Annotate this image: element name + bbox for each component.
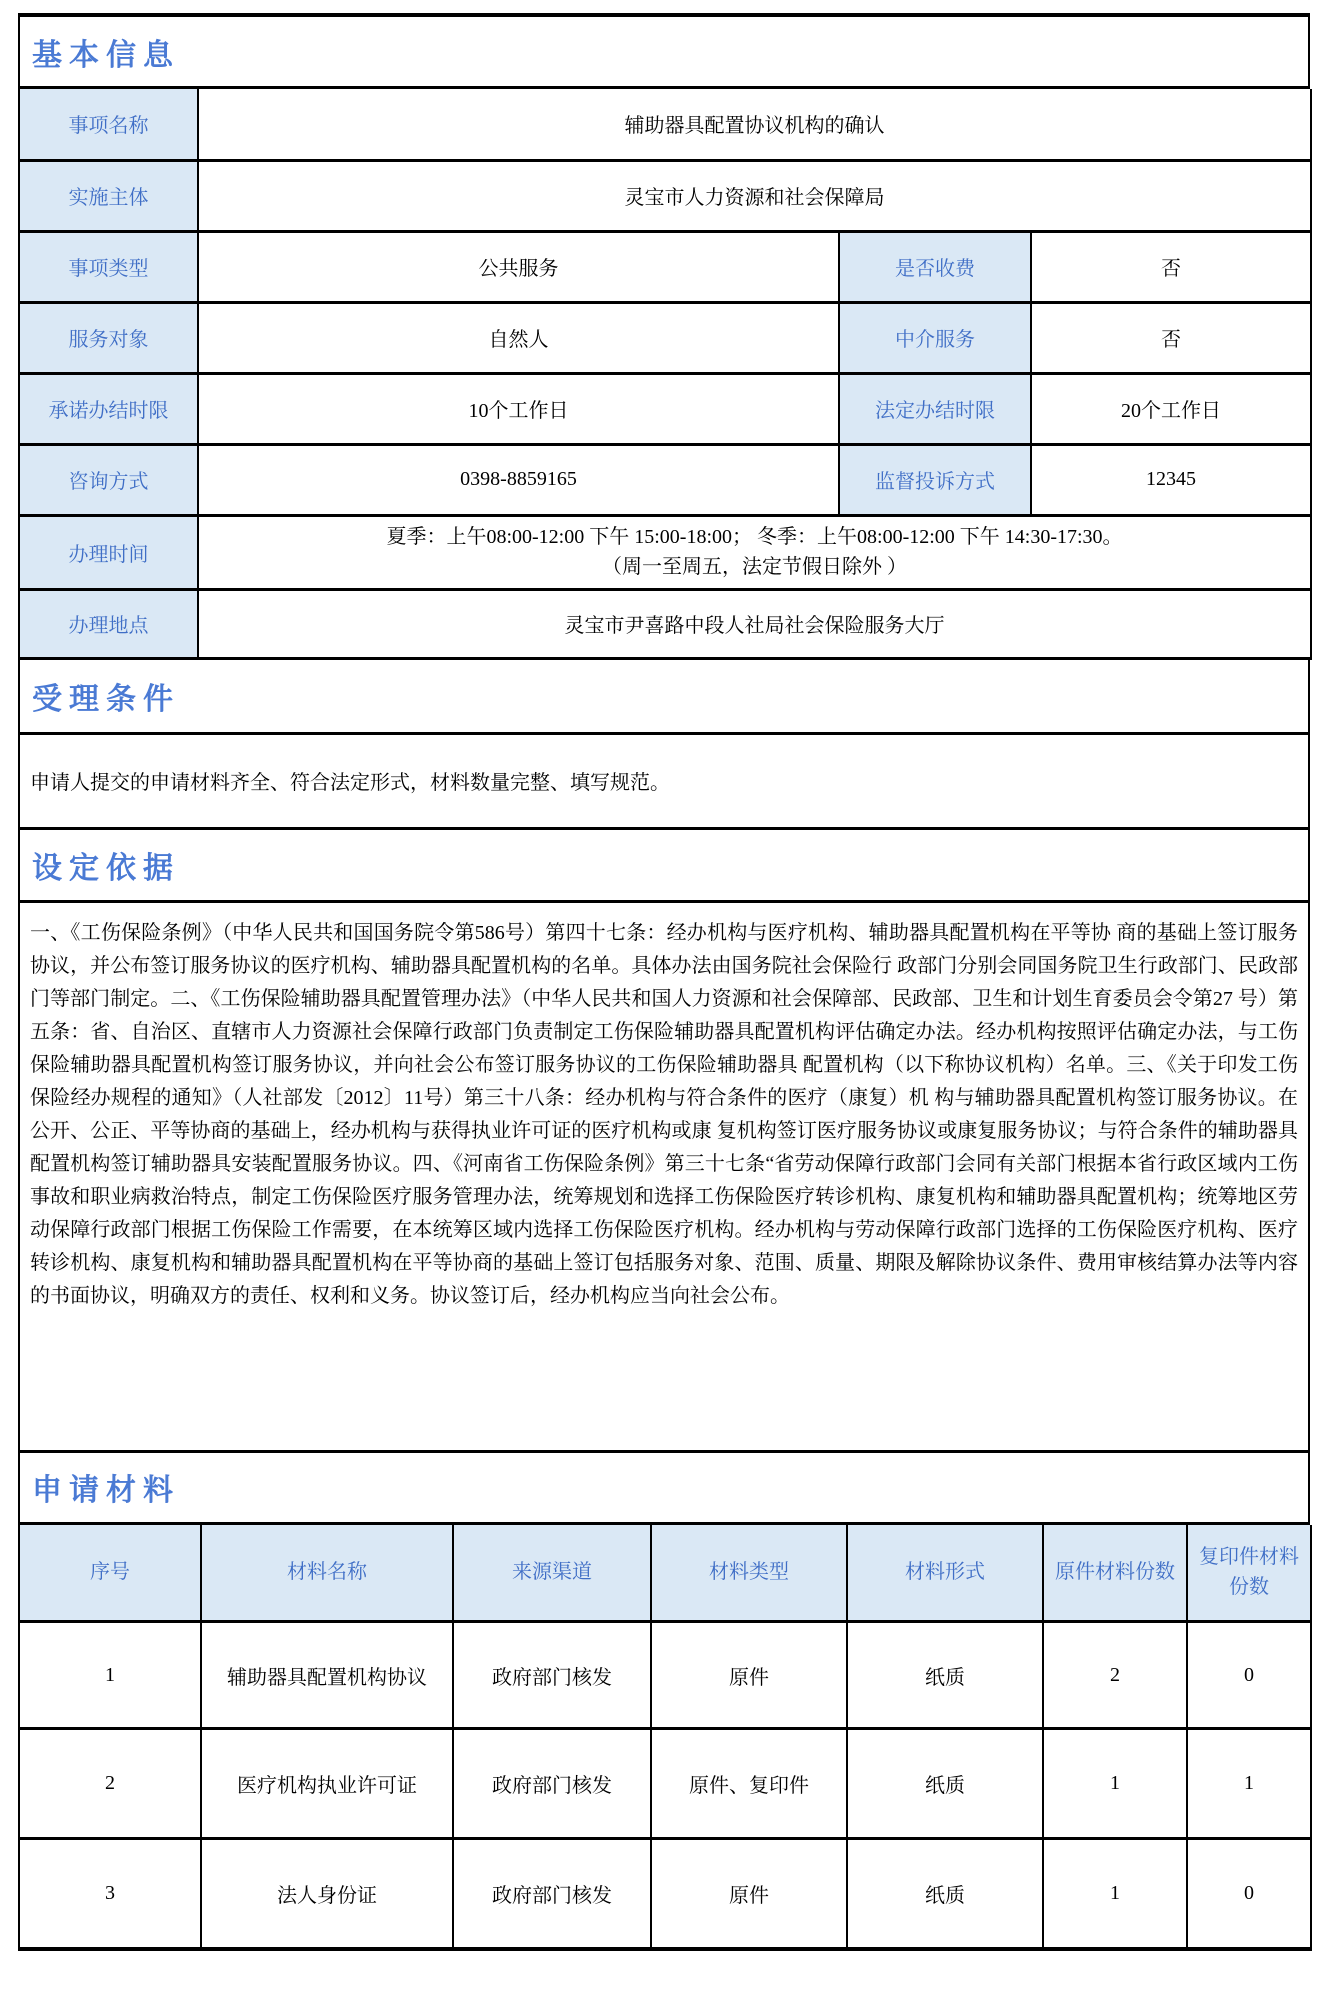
table-row: [19, 589, 1311, 658]
material-source: 政府部门核发: [453, 1729, 651, 1839]
field-label-complaint-hotline: 监督投诉方式: [839, 444, 1031, 515]
field-label-consultation-phone: 咨询方式: [19, 444, 198, 515]
column-header-original-copies: 原件材料份数: [1043, 1525, 1187, 1622]
column-header-material-type: 材料类型: [651, 1525, 847, 1622]
field-label-promised-time-limit: 承诺办结时限: [19, 373, 198, 444]
section-title-basic-info: [18, 13, 1310, 89]
table-row: [19, 515, 1311, 589]
table-row: [19, 302, 1311, 373]
field-value-service-target: 自然人: [198, 302, 839, 373]
material-copies: 0: [1187, 1839, 1311, 1949]
material-form: 纸质: [847, 1622, 1043, 1729]
table-row: [19, 1729, 1311, 1839]
field-value-fee-charged: 否: [1031, 231, 1311, 302]
section-title-application-materials-label: 申请材料: [32, 1474, 180, 1507]
material-originals: 1: [1043, 1729, 1187, 1839]
field-label-service-target: 服务对象: [19, 302, 198, 373]
field-value-service-hours: [198, 515, 1311, 589]
material-name: 法人身份证: [201, 1839, 453, 1949]
material-form: 纸质: [847, 1839, 1043, 1949]
table-row: [19, 89, 1311, 160]
column-header-material-name: 材料名称: [201, 1525, 453, 1622]
material-type: 原件、复印件: [651, 1729, 847, 1839]
material-source: 政府部门核发: [453, 1839, 651, 1949]
field-value-complaint-hotline: 12345: [1031, 444, 1311, 515]
table-row: [19, 444, 1311, 515]
acceptance-conditions-text: [18, 735, 1310, 830]
material-copies: 0: [1187, 1622, 1311, 1729]
field-value-implementing-body: 灵宝市人力资源和社会保障局: [198, 160, 1311, 231]
service-hours-line-1: 夏季：上午08:00-12:00 下午 15:00-18:00； 冬季：上午08:00-12:00 下午 14:30-17:30。: [386, 526, 1123, 548]
material-seq: 2: [19, 1729, 201, 1839]
material-seq: 1: [19, 1622, 201, 1729]
application-materials-table: [18, 1525, 1312, 1951]
service-info-page: [0, 13, 1328, 2011]
field-value-item-type: 公共服务: [198, 231, 839, 302]
field-label-item-type: 事项类型: [19, 231, 198, 302]
material-type: 原件: [651, 1839, 847, 1949]
table-row: [19, 1839, 1311, 1949]
materials-header-row: [19, 1525, 1311, 1622]
column-header-material-form: 材料形式: [847, 1525, 1043, 1622]
field-value-statutory-time-limit: 20个工作日: [1031, 373, 1311, 444]
material-seq: 3: [19, 1839, 201, 1949]
field-value-intermediary-service: 否: [1031, 302, 1311, 373]
section-title-basic-info-label: 基本信息: [32, 38, 180, 72]
material-form: 纸质: [847, 1729, 1043, 1839]
field-value-promised-time-limit: 10个工作日: [198, 373, 839, 444]
material-type: 原件: [651, 1622, 847, 1729]
service-info-sheet: [18, 13, 1310, 1951]
basic-info-table: [18, 89, 1312, 660]
field-label-implementing-body: 实施主体: [19, 160, 198, 231]
field-value-item-name: 辅助器具配置协议机构的确认: [198, 89, 1311, 160]
column-header-seq: 序号: [19, 1525, 201, 1622]
column-header-photocopy-copies: 复印件材料份数: [1187, 1525, 1311, 1622]
section-title-legal-basis: [18, 830, 1310, 903]
field-label-intermediary-service: 中介服务: [839, 302, 1031, 373]
table-row: [19, 1622, 1311, 1729]
table-row: [19, 231, 1311, 302]
field-label-statutory-time-limit: 法定办结时限: [839, 373, 1031, 444]
acceptance-conditions-content: 申请人提交的申请材料齐全、符合法定形式，材料数量完整、填写规范。: [30, 772, 670, 794]
material-source: 政府部门核发: [453, 1622, 651, 1729]
field-label-service-hours: 办理时间: [19, 515, 198, 589]
section-title-application-materials: [18, 1453, 1310, 1525]
material-copies: 1: [1187, 1729, 1311, 1839]
material-originals: 1: [1043, 1839, 1187, 1949]
field-value-consultation-phone: 0398-8859165: [198, 444, 839, 515]
service-hours-line-2: （周一至周五，法定节假日除外 ）: [602, 556, 908, 578]
material-name: 辅助器具配置机构协议: [201, 1622, 453, 1729]
material-name: 医疗机构执业许可证: [201, 1729, 453, 1839]
legal-basis-text: 一、《工伤保险条例》（中华人民共和国国务院令第586号）第四十七条：经办机构与医疗机构、辅助器具配置机构在平等协 商的基础上签订服务协议，并公布签订服务协议的医疗机构、辅助器具配置机构的名单。具体办法由国务院社会保险行 政部门分别会同国务院卫生行政部门、民政部门等部门制定。二、《工伤保险辅助器具配置管理办法》（中华人民共和国人力资源和社会保障部、民政部、卫生和计划生育委员会令第27 号）第五条：省、自治区、直辖市人力资源社会保障行政部门负责制定工伤保险辅助器具配置机构评估确定办法。经办机构按照评估确定办法，与工伤保险辅助器具配置机构签订服务协议，并向社会公布签订服务协议的工伤保险辅助器具 配置机构（以下称协议机构）名单。三、《关于印发工伤保险经办规程的通知》（人社部发〔2012〕11号）第三十八条：经办机构与符合条件的医疗（康复）机 构与辅助器具配置机构签订服务协议。在公开、公正、平等协商的基础上，经办机构与获得执业许可证的医疗机构或康 复机构签订医疗服务协议或康复服务协议；与符合条件的辅助器具配置机构签订辅助器具安装配置服务协议。四、《河南省工伤保险条例》第三十七条“省劳动保障行政部门会同有关部门根据本省行政区域内工伤事故和职业病救治特点，制定工伤保险医疗服务管理办法，统筹规划和选择工伤保险医疗转诊机构、康复机构和辅助器具配置机构；统筹地区劳动保障行政部门根据工伤保险工作需要，在本统筹区域内选择工伤保险医疗机构。经办机构与劳动保障行政部门选择的工伤保险医疗机构、医疗转诊机构、康复机构和辅助器具配置机构在平等协商的基础上签订包括服务对象、范围、质量、期限及解除协议条件、费用审核结算办法等内容的书面协议，明确双方的责任、权利和义务。协议签订后，经办机构应当向社会公布。: [18, 903, 1310, 1453]
field-label-item-name: 事项名称: [19, 89, 198, 160]
table-row: [19, 373, 1311, 444]
section-title-legal-basis-label: 设定依据: [32, 851, 180, 885]
field-label-service-location: 办理地点: [19, 589, 198, 658]
section-title-acceptance-conditions: [18, 660, 1310, 735]
field-label-fee-charged: 是否收费: [839, 231, 1031, 302]
material-originals: 2: [1043, 1622, 1187, 1729]
column-header-source-channel: 来源渠道: [453, 1525, 651, 1622]
table-row: [19, 160, 1311, 231]
field-value-service-location: 灵宝市尹喜路中段人社局社会保险服务大厅: [198, 589, 1311, 658]
section-title-acceptance-conditions-label: 受理条件: [32, 682, 180, 716]
